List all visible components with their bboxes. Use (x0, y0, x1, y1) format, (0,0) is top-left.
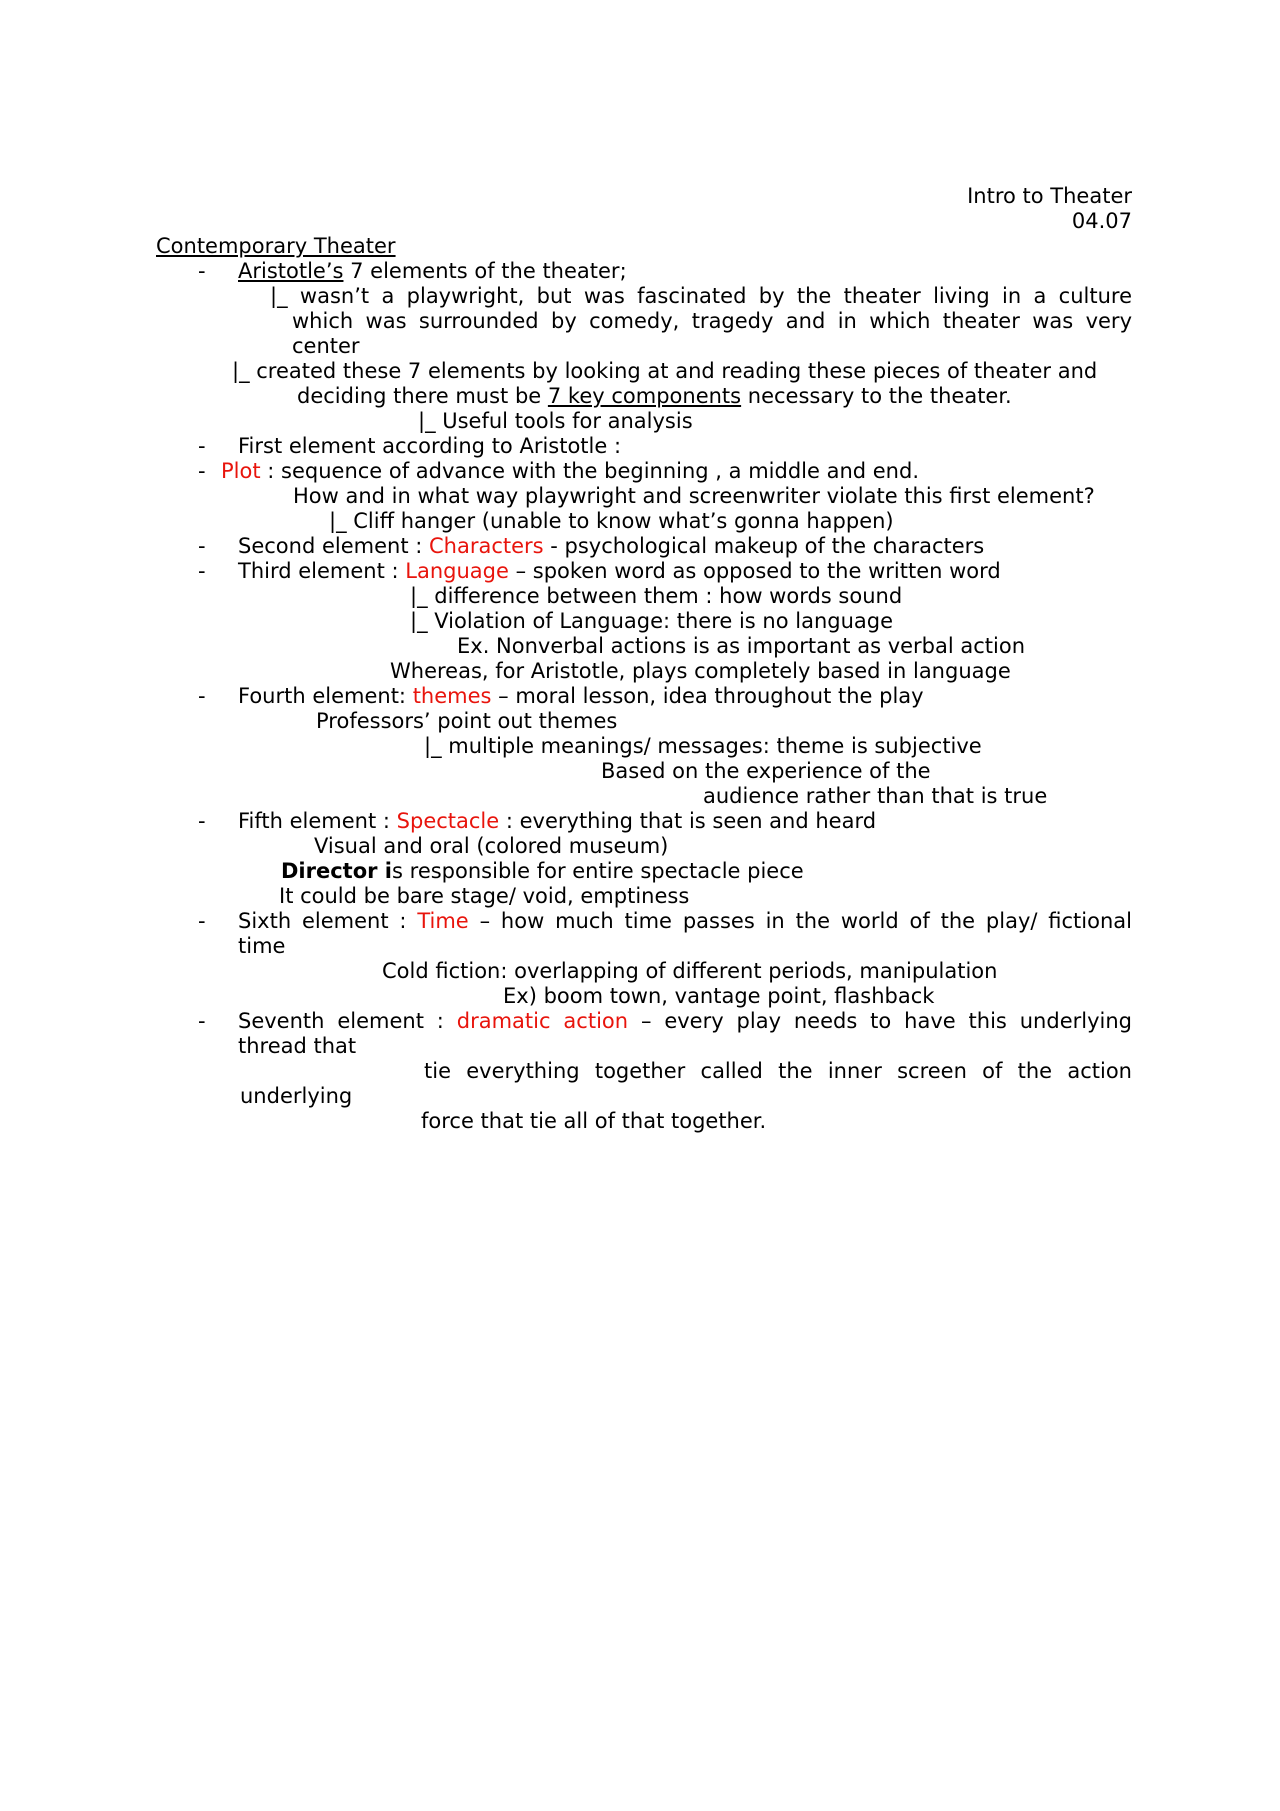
aristotle-note-1a: |_ wasn’t a playwright, but was fascinated by the theater living in a culture (270, 284, 1132, 308)
spectacle-pre: Fifth element : (238, 809, 397, 833)
themes-pre: Fourth element: (238, 684, 413, 708)
dramatic-action-term: dramatic action (456, 1009, 629, 1033)
first-element-intro: First element according to Aristotle : (238, 434, 622, 458)
aristotle-line (238, 259, 627, 284)
themes-line (238, 684, 924, 709)
bullet-dash: - (198, 459, 206, 483)
language-def: – spoken word as opposed to the written word (508, 559, 1001, 583)
bullet-dash: - (198, 534, 206, 558)
time-pre: Sixth element : (238, 909, 418, 933)
dramatic-action-note-1: tie everything together called the inner screen of the action (424, 1059, 1132, 1083)
language-term: Language (405, 559, 509, 583)
dramatic-action-line (238, 1009, 1132, 1034)
document-title: Contemporary Theater (156, 234, 396, 258)
aristotle-note-1c: center (292, 334, 360, 358)
bullet-dash: - (198, 909, 206, 933)
aristotle-note-2b (297, 384, 1012, 409)
language-pre: Third element : (238, 559, 406, 583)
plot-note-1: How and in what way playwright and screenwriter violate this first element? (293, 484, 1095, 508)
dramatic-action-note-3: force that tie all of that together. (421, 1109, 767, 1133)
plot-line (221, 459, 919, 484)
aristotle-note-1b: which was surrounded by comedy, tragedy and in which theater was very (292, 309, 1132, 333)
bullet-dash: - (198, 259, 206, 283)
themes-note-3: Based on the experience of the (601, 759, 931, 783)
time-note-2: Ex) boom town, vantage point, flashback (503, 984, 935, 1008)
themes-def: – moral lesson, idea throughout the play (491, 684, 924, 708)
bullet-dash: - (198, 434, 206, 458)
director-bold-tail: s (392, 859, 403, 883)
themes-note-1: Professors’ point out themes (316, 709, 618, 733)
characters-pre: Second element : (238, 534, 429, 558)
aristotle-name: Aristotle’s (238, 259, 344, 283)
time-cont: time (238, 934, 286, 958)
language-line (238, 559, 1001, 584)
dramatic-action-note-2: underlying (240, 1084, 353, 1108)
director-bold: Director i (281, 859, 393, 883)
characters-line (238, 534, 984, 559)
spectacle-term: Spectacle (396, 809, 500, 833)
dramatic-action-def: – every play needs to have this underlying (628, 1009, 1132, 1033)
bullet-dash: - (198, 684, 206, 708)
time-line (238, 909, 1132, 934)
spectacle-line (238, 809, 876, 834)
spectacle-note-1: Visual and oral (colored museum) (314, 834, 669, 858)
themes-note-4: audience rather than that is true (703, 784, 1048, 808)
plot-term: Plot (221, 459, 261, 483)
language-note-2: |_ Violation of Language: there is no language (410, 609, 894, 633)
dramatic-action-pre: Seventh element : (238, 1009, 457, 1033)
course-title: Intro to Theater (967, 184, 1132, 208)
time-term: Time (417, 909, 469, 933)
bullet-dash: - (198, 559, 206, 583)
bullet-dash: - (198, 1009, 206, 1033)
spectacle-note-2 (281, 859, 804, 884)
language-note-4: Whereas, for Aristotle, plays completely based in language (390, 659, 1011, 683)
aristotle-note-2b-pre: deciding there must be (297, 384, 548, 408)
time-note-1: Cold fiction: overlapping of different periods, manipulation (382, 959, 998, 983)
key-components: 7 key components (547, 384, 742, 408)
aristotle-rest: 7 elements of the theater; (343, 259, 627, 283)
dramatic-action-cont: thread that (238, 1034, 357, 1058)
bullet-dash: - (198, 809, 206, 833)
characters-term: Characters (428, 534, 544, 558)
aristotle-note-2b-post: necessary to the theater. (741, 384, 1012, 408)
aristotle-note-2a: |_ created these 7 elements by looking at and reading these pieces of theater and (232, 359, 1098, 383)
characters-def: - psychological makeup of the characters (543, 534, 985, 558)
director-rest: responsible for entire spectacle piece (402, 859, 804, 883)
themes-note-2: |_ multiple meanings/ messages: theme is subjective (424, 734, 982, 758)
language-note-1: |_ difference between them : how words sound (410, 584, 903, 608)
plot-def: : sequence of advance with the beginning , a middle and end. (260, 459, 919, 483)
plot-note-2: |_ Cliff hanger (unable to know what’s gonna happen) (329, 509, 894, 533)
language-note-3: Ex. Nonverbal actions is as important as verbal action (457, 634, 1026, 658)
spectacle-def: : everything that is seen and heard (499, 809, 877, 833)
time-def: – how much time passes in the world of the play/ fictional (468, 909, 1132, 933)
lecture-date: 04.07 (1071, 209, 1132, 233)
themes-term: themes (412, 684, 492, 708)
spectacle-note-3: It could be bare stage/ void, emptiness (279, 884, 690, 908)
aristotle-note-3: |_ Useful tools for analysis (418, 409, 693, 433)
